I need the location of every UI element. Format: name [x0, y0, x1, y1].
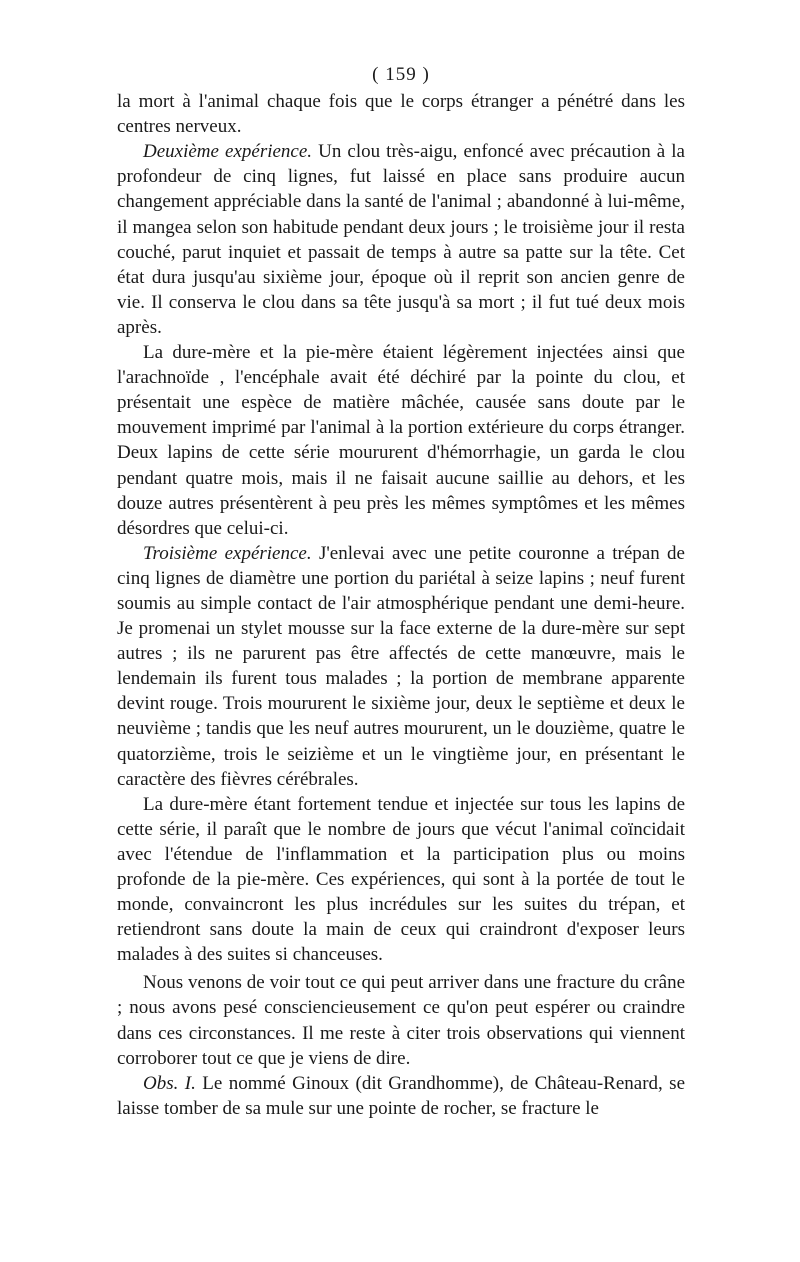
observation-heading: Obs. I. — [143, 1072, 196, 1094]
paragraph-text: Un clou très-aigu, enfoncé avec précaution à la profondeur de cinq lignes, fut laissé en place sans produire aucun changement appréciable dans la santé de l'animal ; abandonné à lui-même, il mangea selon son habitude pendant deux jours ; le troisième jour il resta couché, parut inquiet et passait de temps à autre sa patte sur la tête. Cet état dura jusqu'au sixième jour, époque où il reprit son ancien genre de vie. Il conserva le clou dans sa tête jusqu'à sa mort ; il fut tué deux mois après. — [117, 141, 685, 338]
section-heading-troisieme: Troisième expérience. — [143, 542, 312, 564]
paragraph-text: Le nommé Ginoux (dit Grandhomme), de Château-Renard, se laisse tomber de sa mule sur une pointe de rocher, se fracture le — [117, 1072, 686, 1119]
section-heading-deuxieme: Deuxième expérience. — [143, 141, 313, 163]
paragraph-text: J'enlevai avec une petite couronne a trépan de cinq lignes de diamètre une portion du pariétal à seize lapins ; neuf furent soumis au simple contact de l'air atmosphérique pendant une demi-heure. Je promenai un stylet mousse sur la face externe de la dure-mère sur sept autres ; ils ne parurent pas être affectés de cette manœuvre, mais le lendemain ils furent tous malades ; la portion de membrane apparente devint rouge. Trois moururent le sixième jour, deux le septième et deux le neuvième ; tandis que les neuf autres moururent, un le douzième, quatre le quatorzième, trois le seizième et un le vingtième jour, en présentant le caractère des fièvres cérébrales. — [117, 542, 685, 790]
book-page — [117, 62, 685, 1121]
paragraph-3 — [117, 340, 685, 541]
page-number: ( 159 ) — [372, 64, 430, 85]
paragraph-text: la mort à l'animal chaque fois que le corps étranger a pénétré dans les centres nerveux. — [117, 91, 685, 138]
paragraph-4 — [117, 541, 685, 792]
paragraph-text: Nous venons de voir tout ce qui peut arriver dans une fracture du crâne ; nous avons pesé consciencieusement ce qu'on peut espérer ou craindre dans ces circonstances. Il me reste à citer trois observations qui viennent corroborer tout ce que je viens de dire. — [117, 972, 685, 1069]
paragraph-7 — [117, 1071, 685, 1121]
paragraph-1 — [117, 89, 685, 139]
paragraph-5 — [117, 792, 685, 968]
paragraph-text: La dure-mère étant fortement tendue et injectée sur tous les lapins de cette série, il paraît que le nombre de jours que vécut l'animal coïncidait avec l'étendue de l'inflammation et la participation plus ou moins profonde de la pie-mère. Ces expériences, qui sont à la portée de tout le monde, convaincront les plus incrédules sur les suites du trépan, et retiendront sans doute la main de ceux qui craindront d'exposer leurs malades à des suites si chanceuses. — [117, 793, 685, 966]
paragraph-6 — [117, 970, 685, 1070]
paragraph-text: La dure-mère et la pie-mère étaient légèrement injectées ainsi que l'arachnoïde , l'encéphale avait été déchiré par la pointe du clou, et présentait une espèce de matière mâchée, causée sans doute par le mouvement imprimé par l'animal à la portion extérieure du corps étranger. Deux lapins de cette série moururent d'hémorrhagie, un garda le clou pendant quatre mois, mais il ne faisait aucune saillie au dehors, et les douze autres présentèrent à peu près les mêmes symptômes et les mêmes désordres que celui-ci. — [117, 342, 685, 539]
paragraph-2 — [117, 139, 685, 340]
